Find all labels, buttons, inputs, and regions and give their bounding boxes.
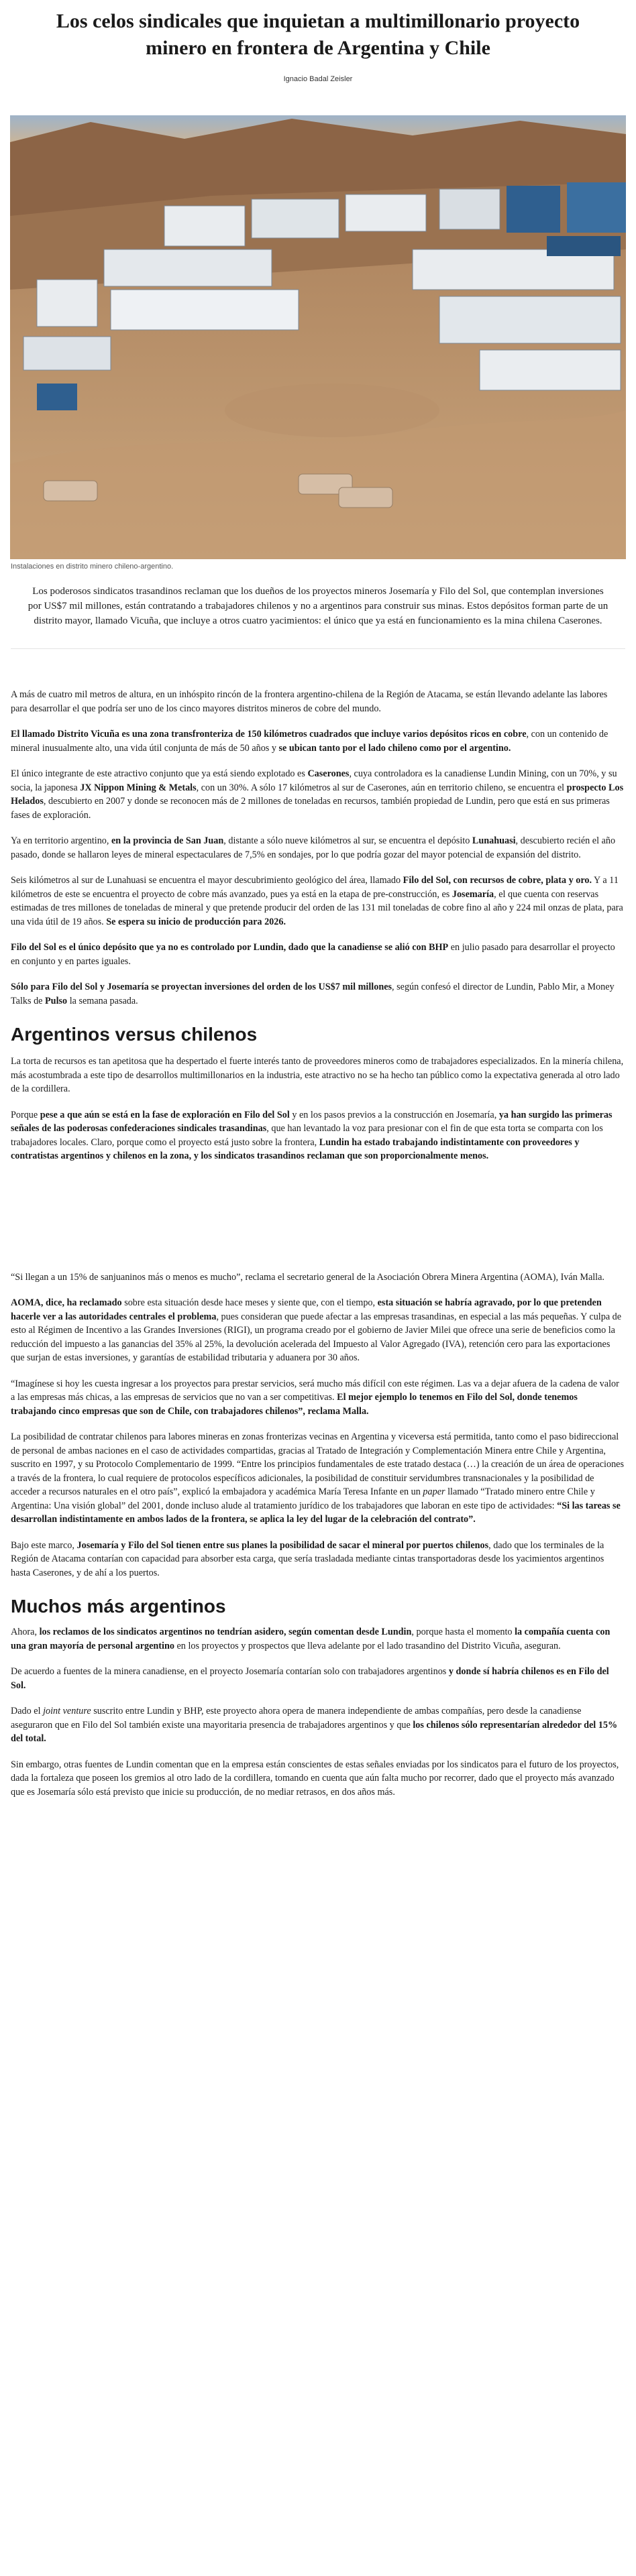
paragraph: “Si llegan a un 15% de sanjuaninos más o menos es mucho”, reclama el secretario general de la Asociación Obrera Minera Argentina (AOMA), Iván Malla. [11,1271,604,1283]
bold-text-run: pese a que aún se está en la fase de exploración en Filo del Sol [40,1109,290,1120]
paragraph [11,874,625,929]
paragraph [11,834,625,862]
paragraph [11,1625,625,1653]
image-caption: Instalaciones en distrito minero chileno-argentino. [11,563,174,571]
text-run: , dado que los terminales de la Región de Atacama contarían con capacidad para absorber esta carga, que sería trasladada mediante cintas transportadoras desde los yacimientos argentinos hasta Caserones, y de ahí a los puertos. [11,1539,604,1578]
text-run: , descubierto en 2007 y donde se reconocen más de 2 millones de toneladas en recursos, también propiedad de Lundin, pero que está en sus primeras fases de exploración. [11,796,610,821]
paragraph [11,1665,625,1692]
paragraph [11,1377,625,1419]
bold-text-run: los reclamos de los sindicatos argentinos no tendrían asidero, según comentan desde Lundin [39,1627,412,1637]
paragraph [11,767,625,822]
text-run: , distante a sólo nueve kilómetros al sur, se encuentra el depósito [223,835,472,846]
text-run: Bajo este marco, [11,1539,77,1551]
text-run: “Imagínese si hoy les cuesta ingresar a los proyectos para prestar servicios, será mucho más difícil con este régimen. Las va a dejar afuera de la cadena de valor a las empresas más chicas, a las empresas de servicios que no van a ser competitivas. [11,1378,619,1403]
paragraph: Sin embargo, otras fuentes de Lundin comentan que en la empresa están conscientes de estas señales enviadas por los sindicatos para el futuro de los proyectos, dada la fortaleza que poseen los gremios al otro lado de la cordillera, tomando en cuenta que aún falta mucho por recorrer, dado que el proyecto más avanzado que es Josemaría sólo está previsto que inicie su producción, de no mediar retrasos, en dos años más. [11,1759,619,1798]
paragraph [11,941,625,968]
text-run: suscrito entre Lundin y BHP, este proyecto ahora opera de manera independiente de ambas compañías, pero desde la canadiense aseguraron que en Filo del Sol también existe una mayoritaria presencia de trabajadores argentinos y que [11,1706,582,1731]
bold-text-run: Josemaría [452,888,494,900]
text-run: sobre esta situación desde hace meses y siente que, con el tiempo, [121,1297,378,1308]
text-run: en julio pasado para desarrollar el proyecto en conjunto y en partes iguales. [11,942,615,967]
text-run: De acuerdo a fuentes de la minera canadiense, en el proyecto Josemaría contarían solo con trabajadores argentinos [11,1666,449,1677]
article-lead: Los poderosos sindicatos trasandinos reclaman que los dueños de los proyectos mineros Josemaría y Filo del Sol, que contemplan inversiones por US$7 mil millones, están contratando a trabajadores chilenos y no a argentinos para construir sus minas. Estos depósitos forman parte de un distrito mayor, llamado Vicuña, que incluye a otros cuatro yacimientos: el único que ya está en funcionamiento es la mina chilena Caserones. [28,586,608,626]
section-heading: Argentinos versus chilenos [11,1024,258,1045]
text-run: , porque hasta el momento [411,1627,515,1637]
paragraph [11,980,625,1008]
bold-text-run: esta situación se habría agravado, por lo que pretenden hacerle ver a las autoridades centrales el problema [11,1297,602,1322]
bold-text-run: ya han surgido las primeras señales de las poderosas confederaciones sindicales trasandinas [11,1109,613,1134]
bold-text-run: se ubican tanto por el lado chileno como por el argentino. [278,742,511,754]
article-hero-image [10,115,626,559]
text-run: llamado “Tratado minero entre Chile y Argentina: Una visión global” del 2001, donde incluso alude al tratamiento jurídico de los trabajadores que laboran en este tipo de actividades: [11,1486,595,1511]
text-run: , con un contenido de mineral inusualmente alto, una vida útil conjunta de más de 50 años y [11,729,608,754]
bold-text-run: Josemaría y Filo del Sol tienen entre sus planes la posibilidad de sacar el mineral por puertos chilenos [76,1539,489,1551]
text-run: El único integrante de este atractivo conjunto que ya está siendo explotado es [11,768,308,779]
bold-text-run: Sólo para Filo del Sol y Josemaría se proyectan inversiones del orden de los US$7 mil millones [11,982,392,992]
text-run: Y a 11 kilómetros de este se encuentra el proyecto de cobre más avanzado, pues ya está en la etapa de pre-construcción, es [11,875,619,900]
bold-text-run: JX Nippon Mining & Metals [80,782,197,793]
bold-text-run: El mejor ejemplo lo tenemos en Filo del Sol, donde tenemos trabajando cinco empresas que son de Chile, con trabajadores chilenos”, reclama Malla. [11,1392,578,1417]
article-headline: Los celos sindicales que inquietan a multimillonario proyecto minero en frontera de Argentina y Chile [56,10,580,59]
bold-text-run: El llamado Distrito Vicuña es una zona transfronteriza de 150 kilómetros cuadrados que incluye varios depósitos ricos en cobre [11,729,527,740]
divider [11,648,625,649]
italic-text-run: paper [423,1486,445,1497]
text-run: la semana pasada. [67,995,138,1006]
article-body [0,688,636,1799]
paragraph [11,1430,625,1527]
text-run: Ahora, [11,1627,40,1637]
bold-text-run: prospecto Los Helados [11,782,624,807]
bold-text-run: Caserones [307,768,350,779]
text-run: Porque [11,1109,40,1120]
bold-text-run: en la provincia de San Juan [111,835,224,846]
paragraph [11,1108,625,1163]
text-run: en los proyectos y prospectos que lleva adelante por el lado trasandino del Distrito Vicuña, aseguran. [174,1640,561,1651]
bold-text-run: los chilenos sólo representarían alrededor del 15% del total. [11,1719,618,1744]
paragraph: A más de cuatro mil metros de altura, en un inhóspito rincón de la frontera argentino-chilena de la Región de Atacama, se están llevando adelante las labores para desarrollar el que podría ser uno de los cinco mayores distritos mineros de cobre del mundo. [11,689,608,714]
text-run: , pues consideran que puede afectar a las empresas trasandinas, en especial a las más pequeñas. Y culpa de esto al Régimen de Incentivo a las Grandes Inversiones (RIGI), un programa creado por el gobierno de Javier Milei que ofrece una serie de beneficios como la reducción del impuesto a las ganancias del 35% al 25%, la devolución acelerada del Impuesto al Valor Agregado (IVA), retención cero para las exportaciones que surjan de estas inversiones, y garantías de estabilidad tributaria y aduanera por 30 años. [11,1311,622,1363]
text-run: , que han levantado la voz para presionar con el fin de que esta torta se comparta con los trabajadores locales. Claro, porque como el proyecto está justo sobre la frontera, [11,1123,603,1148]
text-run: , según confesó el director de Lundin, Pablo Mir, a Money Talks de [11,982,615,1006]
bold-text-run: y donde sí habría chilenos es en Filo del Sol. [11,1666,609,1691]
bold-text-run: Se espera su inicio de producción para 2026. [106,916,286,927]
paragraph [11,727,625,755]
text-run: Ya en territorio argentino, [11,835,111,846]
text-run: La posibilidad de contratar chilenos para labores mineras en zonas fronterizas vecinas en Argentina y viceversa está permitida, tanto como el paso bidireccional de personal de ambas naciones en el caso de actividades compartidas, gracias al Tratado de Integración y Complementación Minera entre Chile y Argentina, suscrito en 1997, y su Protocolo Complementario de 1999. “Entre los principios fundamentales de este tratado destaca (…) la creación de un área de operaciones a través de la frontera, lo cual requiere de protocolos específicos adicionales, la posibilidad de constituir servidumbres transnacionales y la posibilidad de acceder a recursos naturales en el otro país”, explicó la embajadora y académica María Teresa Infante en un [11,1431,624,1497]
article-byline: Ignacio Badal Zeisler [283,75,353,83]
paragraph [11,1539,625,1580]
section-heading: Muchos más argentinos [11,1596,226,1617]
bold-text-run: “Si las tareas se desarrollan indistintamente en ambos lados de la frontera, se aplica la ley del lugar de la celebración del contrato”. [11,1500,621,1525]
bold-text-run: la compañía cuenta con una gran mayoría de personal argentino [11,1627,611,1651]
text-run: y en los pasos previos a la construcción en Josemaría, [289,1109,499,1120]
text-run: Dado el [11,1706,44,1716]
bold-text-run: Lunahuasi [472,835,516,846]
text-run: Seis kilómetros al sur de Lunahuasi se encuentra el mayor descubrimiento geológico del área, llamado [11,875,403,886]
text-run: , el que cuenta con reservas estimadas de tres millones de toneladas de mineral y que pretende producir del orden de las 131 mil toneladas de cobre fino al año y 224 mil onzas de plata, para una vida útil de 19 años. [11,888,623,927]
bold-text-run: Pulso [45,995,68,1006]
bold-text-run: Lundin ha estado trabajando indistintamente con proveedores y contratistas argentinos y chilenos en la zona, y los sindicatos trasandinos reclaman que son proporcionalmente menos. [11,1136,580,1161]
paragraph [11,1296,625,1365]
bold-text-run: Filo del Sol es el único depósito que ya no es controlado por Lundin, dado que la canadiense se alió con BHP [11,942,449,953]
italic-text-run: joint venture [43,1706,91,1716]
paragraph [11,1704,625,1746]
text-run: , con un 30%. A sólo 17 kilómetros al sur de Caserones, aún en territorio chileno, se encuentra el [196,782,567,793]
text-run: , cuya controladora es la canadiense Lundin Mining, con un 70%, y su socia, la japonesa [11,768,617,793]
paragraph: La torta de recursos es tan apetitosa que ha despertado el fuerte interés tanto de proveedores mineros como de trabajadores especializados. En la minería chilena, más acostumbrada a este tipo de desarrollos multimillonarios en la industria, este atractivo no se ha hecho tan público como la expectativa generada al otro lado de la cordillera. [11,1056,624,1094]
bold-text-run: Filo del Sol, con recursos de cobre, plata y oro. [403,875,592,886]
mining-camp-photo [10,115,626,559]
bold-text-run: AOMA, dice, ha reclamado [11,1297,122,1308]
text-run: , descubierto recién el año pasado, donde se hallaron leyes de mineral espectaculares de 7,5% en sondajes, por lo que podría gozar del mayor potencial de expansión del distrito. [11,835,616,860]
